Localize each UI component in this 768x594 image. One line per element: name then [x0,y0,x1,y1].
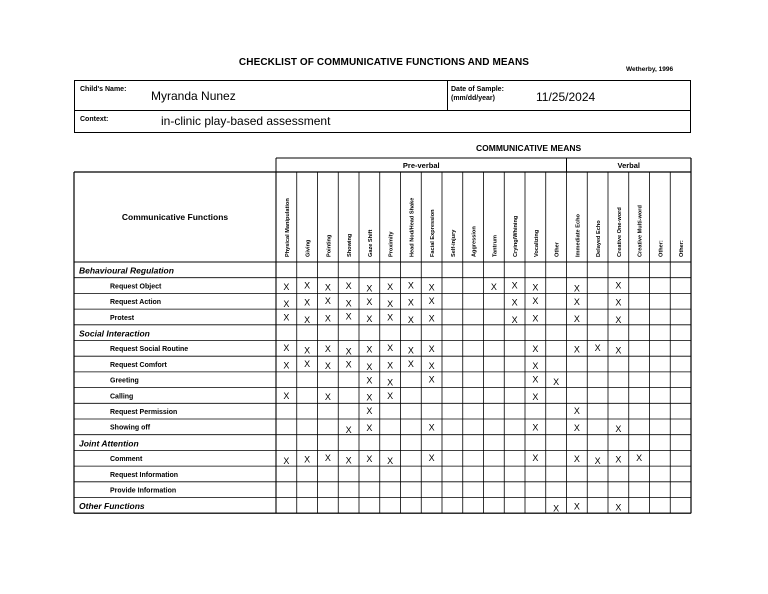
check-mark: X [345,346,352,357]
column-header-18: Other: [658,240,665,257]
column-header-2: Pointing [326,234,333,257]
check-mark: X [594,343,601,354]
check-mark: X [366,423,373,434]
check-mark: X [532,453,539,463]
section-label: Social Interaction [79,328,150,339]
check-mark: X [387,456,394,467]
check-mark: X [324,296,331,306]
section-label: Other Functions [79,501,145,512]
check-mark: X [387,343,394,354]
function-row-label: Greeting [110,377,139,385]
column-header-19: Other: [679,240,686,257]
check-mark: X [345,298,352,309]
check-mark: X [366,392,373,403]
check-mark: X [366,375,373,386]
check-mark: X [615,424,622,434]
function-row-label: Comment [110,456,143,464]
context-value[interactable]: in-clinic play-based assessment [161,114,331,128]
column-header-1: Giving [305,239,312,257]
check-mark: X [573,283,580,294]
check-mark: X [366,283,373,294]
check-mark: X [407,345,414,356]
check-mark: X [407,314,414,325]
check-mark: X [366,344,373,355]
check-mark: X [324,391,331,402]
date-format-label: (mm/dd/year) [451,95,495,102]
column-header-14: Immediate Echo [575,214,582,257]
check-mark: X [304,314,311,325]
function-row-label: Request Information [110,471,179,479]
check-mark: X [573,453,580,464]
function-row-label: Request Object [110,283,162,291]
child-name-value[interactable]: Myranda Nunez [151,89,236,103]
check-mark: X [573,314,580,325]
check-mark: X [428,422,435,433]
check-mark: X [573,423,580,434]
check-mark: X [428,296,435,306]
functions-header-label: Communicative Functions [121,212,229,222]
check-mark: X [573,501,580,512]
check-mark: X [387,391,394,401]
function-row-label: Request Comfort [110,361,167,369]
check-mark: X [283,312,290,323]
check-mark: X [324,343,331,354]
check-mark: X [387,299,394,310]
check-mark: X [532,296,539,306]
column-header-8: Self-injury [450,229,457,257]
column-header-7: Facial Expression [430,209,437,257]
check-mark: X [553,376,560,387]
check-mark: X [532,391,539,402]
function-row-label: Request Permission [110,409,178,416]
check-mark: X [511,280,518,291]
column-header-3: Showing [347,233,354,257]
check-mark: X [428,343,435,354]
check-mark: X [387,377,394,388]
page-title: CHECKLIST OF COMMUNICATIVE FUNCTIONS AND MEANS [238,57,530,68]
check-mark: X [324,313,331,324]
column-header-15: Delayed Echo [596,220,603,257]
check-mark: X [428,453,435,463]
check-mark: X [532,343,539,354]
check-mark: X [324,361,331,372]
check-mark: X [428,282,435,293]
check-mark: X [304,345,311,356]
function-row-label: Request Social Routine [110,346,189,354]
function-row-label: Showing off [110,424,151,432]
check-mark: X [553,503,560,514]
check-mark: X [387,360,394,371]
check-mark: X [324,453,331,463]
check-mark: X [387,281,394,292]
function-row-label: Request Action [110,299,162,307]
check-mark: X [345,281,352,292]
check-mark: X [532,361,539,372]
communicative-means-title: COMMUNICATIVE MEANS [476,143,582,153]
check-mark: X [304,454,311,465]
check-mark: X [490,281,497,292]
verbal-group-label: Verbal [617,161,641,170]
column-header-4: Gaze Shift [367,229,374,257]
context-label: Context: [80,116,109,123]
check-mark: X [304,297,311,308]
check-mark: X [636,453,643,463]
check-mark: X [304,358,311,369]
check-mark: X [345,311,352,322]
column-header-6: Head Nod/Head Shake [409,197,416,257]
child-name-label: Child's Name: [80,86,127,93]
check-mark: X [283,456,290,467]
check-mark: X [345,455,352,466]
check-mark: X [532,313,539,324]
check-mark: X [428,361,435,372]
check-mark: X [573,344,580,355]
check-mark: X [324,282,331,293]
date-label: Date of Sample: [451,86,504,93]
check-mark: X [407,280,414,291]
section-label: Behavioural Regulation [79,265,174,276]
function-row-label: Calling [110,393,134,401]
preverbal-group-label: Pre-verbal [402,161,440,170]
check-mark: X [366,296,373,307]
author-citation: Wetherby, 1996 [626,66,674,73]
section-label: Joint Attention [79,438,139,449]
check-mark: X [594,456,601,467]
column-header-12: Vocalizing [533,229,540,257]
column-header-9: Aggression [471,226,478,257]
column-header-5: Proximity [388,231,395,257]
check-mark: X [573,405,580,416]
check-mark: X [573,296,580,307]
column-header-17: Creative Multi-word [637,205,644,257]
check-mark: X [387,312,394,323]
check-mark: X [532,282,539,293]
check-mark: X [366,405,373,416]
check-mark: X [407,297,414,308]
check-mark: X [615,314,622,325]
check-mark: X [532,374,539,385]
check-mark: X [283,343,290,354]
column-header-16: Creative One-word [616,207,623,257]
check-mark: X [366,453,373,464]
column-header-10: Tantrum [492,235,499,257]
column-header-0: Physical Manipulation [284,198,291,257]
check-mark: X [407,358,414,369]
check-mark: X [366,314,373,325]
check-mark: X [304,280,311,291]
check-mark: X [615,502,622,513]
check-mark: X [428,374,435,385]
check-mark: X [615,297,622,308]
check-mark: X [283,281,290,292]
date-value[interactable]: 11/25/2024 [536,90,596,104]
check-mark: X [428,313,435,324]
check-mark: X [615,454,622,465]
function-row-label: Provide Information [110,487,177,495]
check-mark: X [511,297,518,308]
check-mark: X [283,391,290,401]
check-mark: X [532,422,539,433]
column-header-13: Other [554,242,561,257]
check-mark: X [366,362,373,372]
check-mark: X [283,299,290,310]
column-header-11: Crying/Whining [513,215,520,257]
function-row-label: Protest [110,314,135,322]
check-mark: X [615,345,622,356]
check-mark: X [615,280,622,291]
check-mark: X [345,359,352,370]
check-mark: X [345,424,352,435]
check-mark: X [283,360,290,371]
check-mark: X [511,314,518,325]
